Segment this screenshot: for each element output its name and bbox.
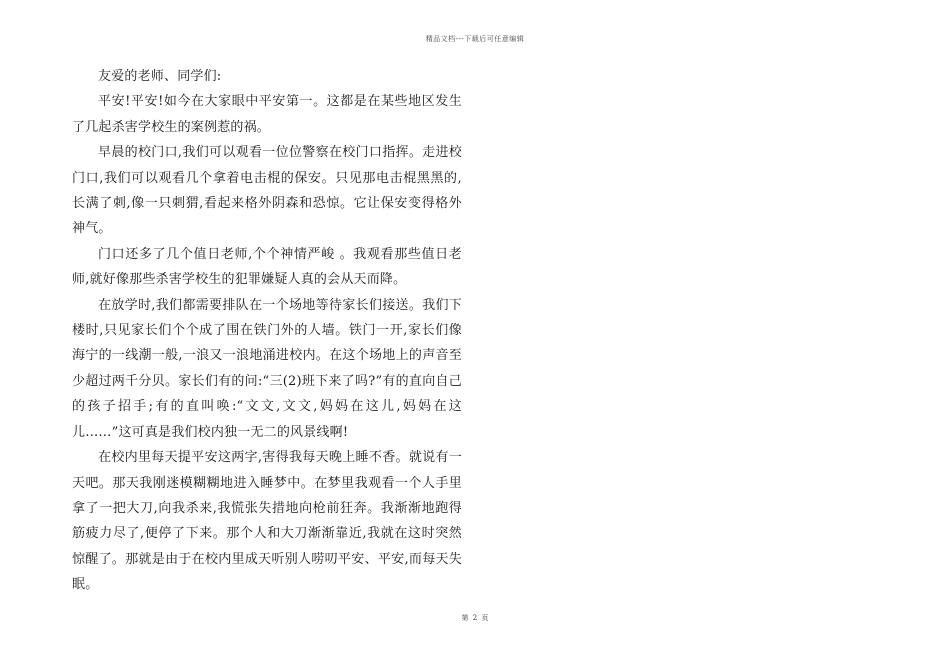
paragraph: 早晨的校门口,我们可以观看一位位警察在校门口指挥。走进校门口,我们可以观看几个拿着电击棍的保安。只见那电击棍黑黑的,长满了刺,像一只刺猬,看起来格外阴森和恐惊。它让保安变得格外神气。 — [72, 145, 462, 237]
paragraph: 在放学时,我们都需要排队在一个场地等待家长们接送。我们下楼时,只见家长们个个成了围在铁门外的人墙。铁门一开,家长们像海宁的一线潮一般,一浪又一浪地涌进校内。在这个场地上的声音至少超过两千分贝。家长们有的问:“三(2)班下来了吗?”有的直向自己的孩子招手;有的直叫唤:“文文,文文,妈妈在这儿,妈妈在这儿……”这可真是我们校内独一无二的风景线啊! — [72, 297, 462, 440]
salutation: 友爱的老师、同学们: — [98, 69, 222, 84]
page-header: 精品文档---下载后可任意编辑 — [425, 35, 525, 43]
document-body — [72, 64, 462, 598]
paragraph: 平安!平安!如今在大家眼中平安第一。这都是在某些地区发生了几起杀害学校生的案例惹的祸。 — [72, 94, 462, 135]
paragraph: 门口还多了几个值日老师,个个神情严峻 。我观看那些值日老师,就好像那些杀害学校生的犯罪嫌疑人真的会从天而降。 — [72, 246, 462, 288]
paragraph: 在校内里每天提平安这两字,害得我每天晚上睡不香。就说有一天吧。那天我刚迷模糊糊地进入睡梦中。在梦里我观看一个人手里拿了一把大刀,向我杀来,我慌张失措地向枪前狂奔。我渐渐地跑得筋疲力尽了,便停了下来。那个人和大刀渐渐靠近,我就在这时突然惊醒了。那就是由于在校内里成天听别人唠叨平安、平安,而每天失眠。 — [72, 450, 462, 593]
page-number: 第 2 页 — [461, 614, 489, 622]
